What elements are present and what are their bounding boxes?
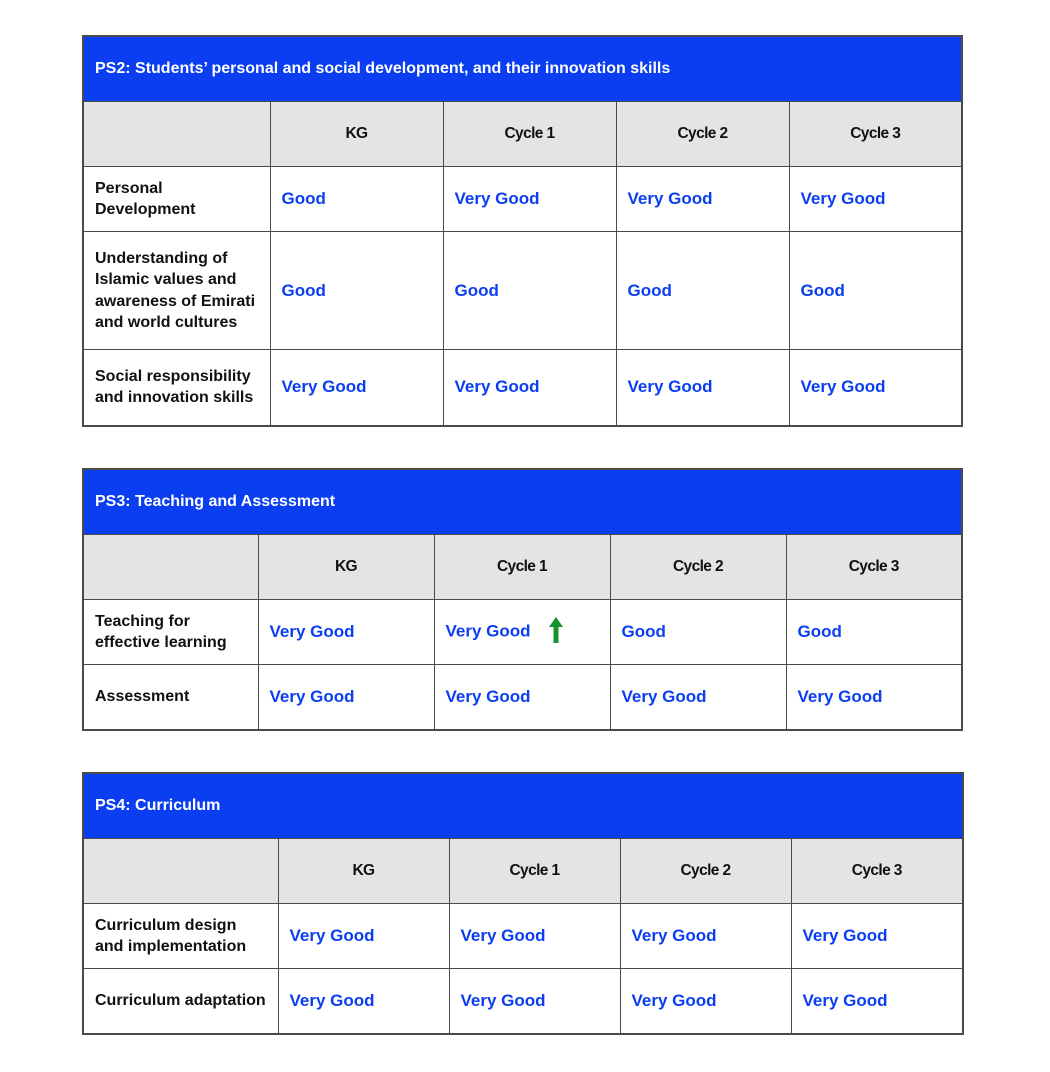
rating-value-with-indicator [434,600,610,665]
table-row [83,904,963,969]
row-label: Assessment [83,665,258,730]
column-header-cycle-3: Cycle 3 [786,535,962,600]
green-up-arrow-icon [549,617,563,643]
rating-value: Very Good [616,350,789,426]
ps2-title: PS2: Students’ personal and social development, and their innovation skills [83,36,962,102]
column-header-cycle-2: Cycle 2 [616,102,789,167]
row-label: Curriculum adaptation [83,969,278,1034]
rating-value: Very Good [258,600,434,665]
ps2-table [82,35,963,427]
rating-value: Very Good [443,167,616,232]
ps3-table [82,468,963,731]
row-label: Teaching for effective learning [83,600,258,665]
rating-value: Very Good [791,969,963,1034]
table-row [83,969,963,1034]
rating-value: Very Good [789,350,962,426]
rating-value: Very Good [443,350,616,426]
column-header-cycle-2: Cycle 2 [610,535,786,600]
column-header-kg: KG [270,102,443,167]
rating-value: Good [786,600,962,665]
column-header-kg: KG [258,535,434,600]
rating-value: Very Good [449,904,620,969]
rating-value: Good [610,600,786,665]
rating-value: Good [443,232,616,350]
rating-value: Good [789,232,962,350]
column-header-cycle-1: Cycle 1 [443,102,616,167]
rating-value: Very Good [449,969,620,1034]
rating-value: Good [616,232,789,350]
table-row [83,232,962,350]
table-row [83,665,962,730]
rating-value: Very Good [434,665,610,730]
row-label: Personal Development [83,167,270,232]
row-label: Understanding of Islamic values and awareness of Emirati and world cultures [83,232,270,350]
ps3-title: PS3: Teaching and Assessment [83,469,962,535]
corner-cell [83,102,270,167]
column-header-cycle-2: Cycle 2 [620,839,791,904]
rating-value: Very Good [278,904,449,969]
rating-value: Very Good [789,167,962,232]
rating-value: Very Good [270,350,443,426]
rating-value: Good [270,232,443,350]
corner-cell [83,535,258,600]
rating-value: Very Good [620,969,791,1034]
ps4-title: PS4: Curriculum [83,773,963,839]
column-header-cycle-3: Cycle 3 [789,102,962,167]
column-header-cycle-1: Cycle 1 [449,839,620,904]
row-label: Social responsibility and innovation skills [83,350,270,426]
corner-cell [83,839,278,904]
rating-value: Good [270,167,443,232]
column-header-cycle-1: Cycle 1 [434,535,610,600]
table-row [83,167,962,232]
rating-value: Very Good [258,665,434,730]
rating-value: Very Good [445,621,531,641]
table-row [83,600,962,665]
rating-value: Very Good [278,969,449,1034]
rating-value: Very Good [791,904,963,969]
row-label: Curriculum design and implementation [83,904,278,969]
rating-value: Very Good [610,665,786,730]
table-row [83,350,962,426]
ps4-table [82,772,964,1035]
rating-value: Very Good [786,665,962,730]
rating-value: Very Good [620,904,791,969]
column-header-cycle-3: Cycle 3 [791,839,963,904]
column-header-kg: KG [278,839,449,904]
rating-value: Very Good [616,167,789,232]
